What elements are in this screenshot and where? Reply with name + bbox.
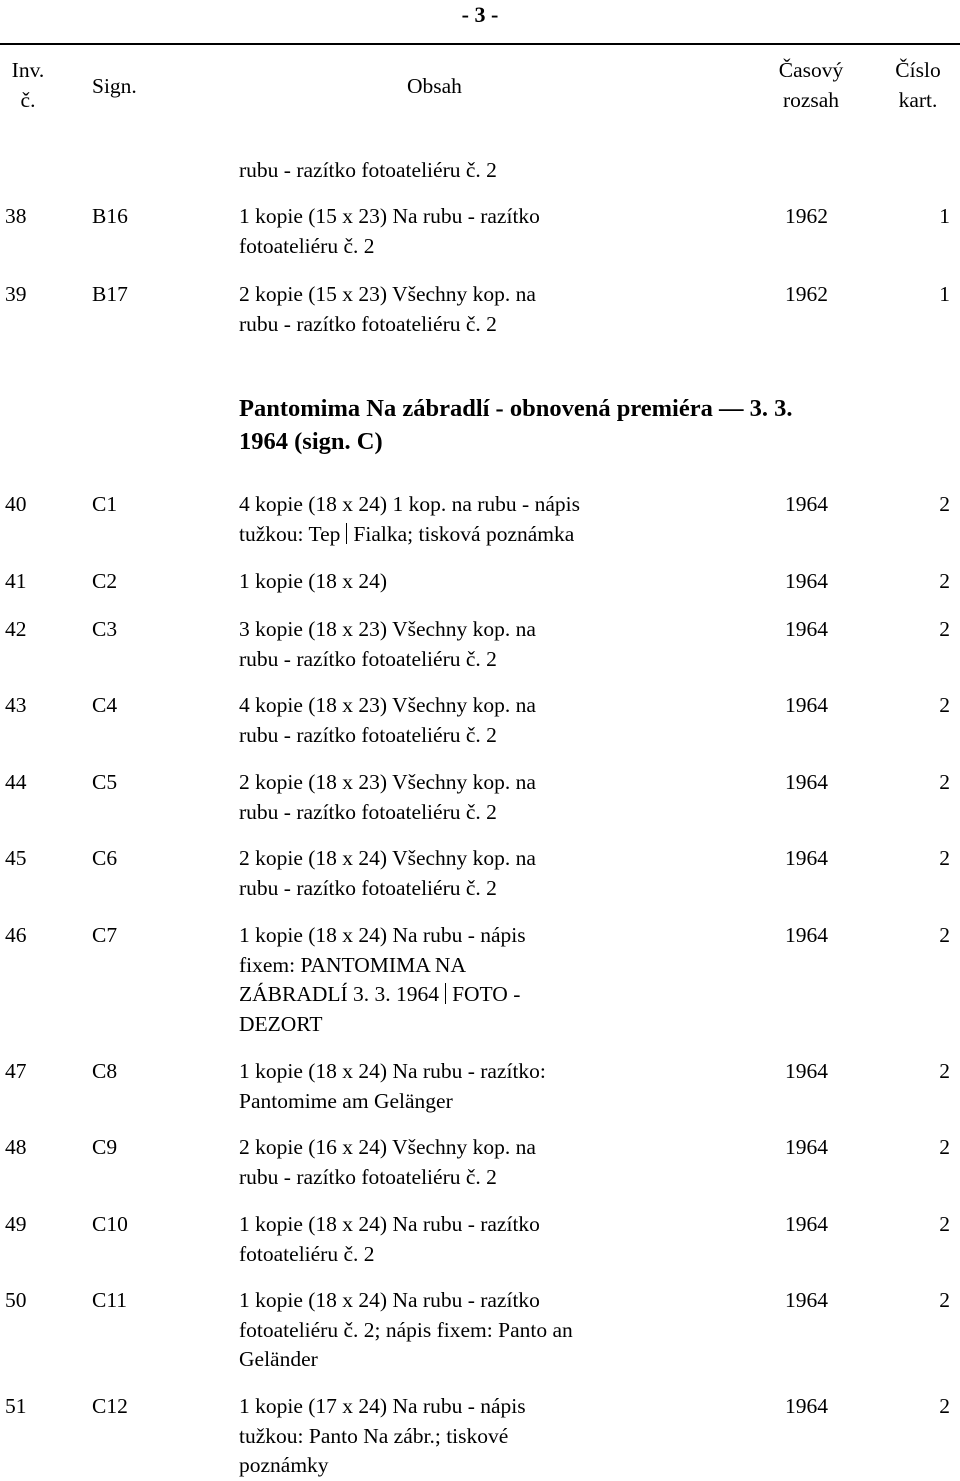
row-inv: 43 xyxy=(5,693,27,717)
row-kart: 2 xyxy=(939,617,950,641)
header-sign: Sign. xyxy=(92,74,137,98)
row-year: 1964 xyxy=(785,617,828,641)
row-sign: C12 xyxy=(92,1394,128,1418)
row-obsah-line: 3 kopie (18 x 23) Všechny kop. na xyxy=(239,617,536,641)
row-obsah-line: rubu - razítko fotoateliéru č. 2 xyxy=(239,311,497,336)
row-sign: C8 xyxy=(92,1059,118,1083)
separator-bar xyxy=(346,523,347,544)
row-obsah-line: fotoateliéru č. 2 xyxy=(239,1241,375,1266)
row-inv: 45 xyxy=(5,846,27,870)
row-inv: 46 xyxy=(5,923,27,947)
row-obsah-line: rubu - razítko fotoateliéru č. 2 xyxy=(239,799,497,824)
row-kart: 2 xyxy=(939,1394,950,1418)
row-year: 1964 xyxy=(785,693,828,717)
header-rule xyxy=(0,43,960,45)
row-kart: 2 xyxy=(939,1059,950,1083)
row-inv: 47 xyxy=(5,1059,27,1083)
row-obsah-line: fixem: PANTOMIMA NA xyxy=(239,952,466,977)
row-sign: C1 xyxy=(92,492,118,516)
row-kart: 2 xyxy=(939,569,950,593)
page-number: - 3 - xyxy=(461,2,499,27)
row-obsah-line: 1 kopie (18 x 24) Na rubu - razítko xyxy=(239,1212,540,1236)
row-sign: C3 xyxy=(92,617,118,641)
row-year: 1964 xyxy=(785,1288,828,1312)
table-header xyxy=(0,56,960,118)
row-kart: 2 xyxy=(939,1212,950,1236)
row-year: 1964 xyxy=(785,569,828,593)
row-year: 1964 xyxy=(785,492,828,516)
row-sign: C11 xyxy=(92,1288,128,1312)
row-obsah-line: 1 kopie (18 x 24) Na rubu - razítko xyxy=(239,1288,540,1312)
row-sign: C5 xyxy=(92,770,118,794)
row-year: 1962 xyxy=(785,282,828,306)
row-obsah-line: 2 kopie (15 x 23) Všechny kop. na xyxy=(239,282,536,306)
row-inv: 48 xyxy=(5,1135,27,1159)
row-obsah-line: 1 kopie (18 x 24) Na rubu - nápis xyxy=(239,923,526,947)
row-inv: 49 xyxy=(5,1212,27,1236)
header-obsah: Obsah xyxy=(407,74,462,98)
row-sign: C6 xyxy=(92,846,118,870)
row-obsah-line: 2 kopie (18 x 24) Všechny kop. na xyxy=(239,846,536,870)
row-obsah-line: 1 kopie (15 x 23) Na rubu - razítko xyxy=(239,204,540,228)
row-obsah-line: tužkou: Tep Fialka; tisková poznámka xyxy=(239,521,575,546)
row-kart: 2 xyxy=(939,693,950,717)
row-kart: 2 xyxy=(939,770,950,794)
header-cislo-kart: Číslo kart. xyxy=(895,58,941,112)
row-inv: 39 xyxy=(5,282,27,306)
continuation-line: rubu - razítko fotoateliéru č. 2 xyxy=(239,158,497,182)
row-obsah-line: fotoateliéru č. 2 xyxy=(239,233,375,258)
row-year: 1962 xyxy=(785,204,828,228)
row-obsah-line: rubu - razítko fotoateliéru č. 2 xyxy=(239,875,497,900)
row-kart: 2 xyxy=(939,923,950,947)
row-kart: 1 xyxy=(939,282,950,306)
separator-bar xyxy=(445,983,446,1004)
section-title: Pantomima Na zábradlí - obnovená premiéra — 3. 3. 1964 (sign. C) xyxy=(239,395,793,455)
row-inv: 44 xyxy=(5,770,27,794)
row-sign: C9 xyxy=(92,1135,118,1159)
row-obsah-line: 1 kopie (18 x 24) xyxy=(239,569,388,593)
row-inv: 38 xyxy=(5,204,27,228)
row-year: 1964 xyxy=(785,1059,828,1083)
row-year: 1964 xyxy=(785,1135,828,1159)
row-obsah-line: poznámky xyxy=(239,1453,329,1477)
header-casovy-rozsah: Časový rozsah xyxy=(778,58,844,112)
row-inv: 40 xyxy=(5,492,27,516)
row-inv: 51 xyxy=(5,1394,27,1418)
row-obsah-line: rubu - razítko fotoateliéru č. 2 xyxy=(239,1164,497,1189)
header-inv: Inv. č. xyxy=(11,58,45,112)
row-obsah-line: DEZORT xyxy=(239,1011,323,1036)
row-kart: 2 xyxy=(939,1288,950,1312)
row-obsah-line: Geländer xyxy=(239,1347,318,1371)
row-sign: B16 xyxy=(92,204,128,228)
row-year: 1964 xyxy=(785,1212,828,1236)
row-inv: 41 xyxy=(5,569,27,593)
row-kart: 2 xyxy=(939,846,950,870)
row-sign: C2 xyxy=(92,569,118,593)
row-year: 1964 xyxy=(785,1394,828,1418)
row-year: 1964 xyxy=(785,846,828,870)
row-obsah-line: Pantomime am Gelänger xyxy=(239,1088,453,1113)
row-year: 1964 xyxy=(785,770,828,794)
row-obsah-line: fotoateliéru č. 2; nápis fixem: Panto an xyxy=(239,1317,573,1342)
row-obsah-line: 4 kopie (18 x 23) Všechny kop. na xyxy=(239,693,536,717)
row-sign: C10 xyxy=(92,1212,128,1236)
row-obsah-line: 1 kopie (18 x 24) Na rubu - razítko: xyxy=(239,1059,546,1083)
row-obsah-line: tužkou: Panto Na zábr.; tiskové xyxy=(239,1423,509,1448)
row-obsah-line: 2 kopie (16 x 24) Všechny kop. na xyxy=(239,1135,536,1159)
row-kart: 2 xyxy=(939,492,950,516)
row-obsah-line: rubu - razítko fotoateliéru č. 2 xyxy=(239,722,497,747)
row-obsah-line: rubu - razítko fotoateliéru č. 2 xyxy=(239,646,497,671)
row-obsah-line: 1 kopie (17 x 24) Na rubu - nápis xyxy=(239,1394,526,1418)
row-kart: 1 xyxy=(939,204,950,228)
row-obsah-line: 4 kopie (18 x 24) 1 kop. na rubu - nápis xyxy=(239,492,580,516)
row-year: 1964 xyxy=(785,923,828,947)
row-inv: 42 xyxy=(5,617,27,641)
row-obsah-line: 2 kopie (18 x 23) Všechny kop. na xyxy=(239,770,536,794)
row-inv: 50 xyxy=(5,1288,27,1312)
row-obsah-line: ZÁBRADLÍ 3. 3. 1964 FOTO - xyxy=(239,982,521,1006)
row-sign: B17 xyxy=(92,282,128,306)
row-sign: C7 xyxy=(92,923,118,947)
row-sign: C4 xyxy=(92,693,118,717)
row-kart: 2 xyxy=(939,1135,950,1159)
